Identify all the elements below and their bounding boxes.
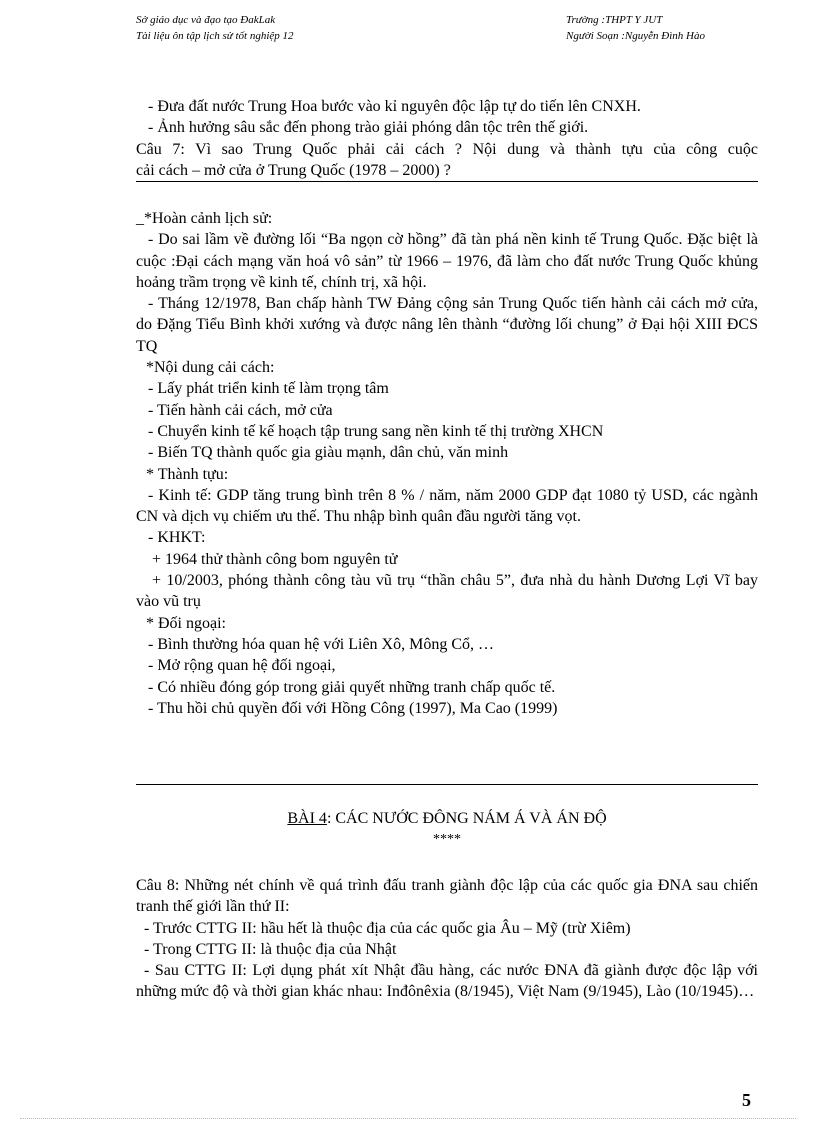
lesson-title-text: : CÁC NƯỚC ĐÔNG NÁM Á VÀ ÁN ĐỘ — [326, 810, 607, 827]
paragraph: - Kinh tế: GDP tăng trung bình trên 8 % / năm, năm 2000 GDP đạt 1080 tỷ USD, các ngành CN và dịch vụ chiếm ưu thế. Thu nhập bình quân đầu người tăng vọt. — [136, 486, 758, 526]
divider-rule — [136, 181, 758, 182]
paragraph: - Sau CTTG II: Lợi dụng phát xít Nhật đầu hàng, các nước ĐNA đã giành được độc lập với những mức độ và thời gian khác nhau: Inđônêxia (8/1945), Việt Nam (9/1945), Lào (10/1945)… — [136, 962, 758, 1001]
list-item: - Có nhiều đóng góp trong giải quyết những tranh chấp quốc tế. — [148, 678, 556, 696]
paragraph: + 10/2003, phóng thành công tàu vũ trụ “thần châu 5”, đưa nhà du hành Dương Lợi Vĩ bay vào vũ trụ — [136, 572, 758, 611]
header-right — [566, 12, 705, 44]
paragraph-heading: * Đối ngoại: — [146, 614, 226, 632]
list-item: + 1964 thử thành công bom nguyên tử — [152, 550, 398, 568]
intro-block — [136, 96, 758, 181]
paragraph: - Tháng 12/1978, Ban chấp hành TW Đảng cộng sản Trung Quốc tiến hành cải cách mở cửa, do Đặng Tiểu Bình khởi xướng và được nâng lên thành “đường lối chung” ở Đại hội XIII ĐCS TQ — [136, 295, 758, 355]
intro-line: - Ảnh hưởng sâu sắc đến phong trào giải phóng dân tộc trên thế giới. — [148, 119, 589, 137]
header-doc-title: Tài liệu ôn tập lịch sử tốt nghiệp 12 — [136, 30, 294, 42]
question-7-line-2: cải cách – mở cửa ở Trung Quốc (1978 – 2000) ? — [136, 161, 451, 179]
header-left — [136, 12, 294, 44]
list-item: - Mở rộng quan hệ đối ngoại, — [148, 657, 336, 675]
question-8-block — [136, 875, 758, 1003]
paragraph: - Do sai lầm về đường lối “Ba ngọn cờ hồng” đã tàn phá nền kinh tế Trung Quốc. Đặc biệt là cuộc :Đại cách mạng văn hoá vô sản” từ 1966 – 1976, đã làm cho đất nước Trung Quốc khủng hoảng trầm trọng về kinh tế, chính trị, xã hội. — [136, 231, 758, 291]
page-number: 5 — [742, 1090, 751, 1110]
lesson-stars: **** — [433, 832, 461, 847]
list-item: - Trong CTTG II: là thuộc địa của Nhật — [144, 940, 397, 958]
list-item: - Bình thường hóa quan hệ với Liên Xô, Mông Cổ, … — [148, 635, 495, 653]
paragraph-heading: _*Hoàn cảnh lịch sử: — [136, 210, 273, 227]
paragraph-heading: *Nội dung cải cách: — [146, 359, 275, 377]
question-7-line-1: Câu 7: Vì sao Trung Quốc phải cải cách ? Nội dung và thành tựu của công cuộc — [136, 140, 758, 158]
list-item: - Tiến hành cải cách, mở cửa — [148, 401, 333, 419]
list-item: - Thu hồi chủ quyền đối với Hồng Công (1997), Ma Cao (1999) — [148, 699, 558, 717]
header-school: Trường :THPT Y JUT — [566, 14, 663, 26]
list-item: - Chuyển kinh tế kế hoạch tập trung sang nền kinh tế thị trường XHCN — [148, 422, 604, 440]
list-item: - Trước CTTG II: hầu hết là thuộc địa của các quốc gia Âu – Mỹ (trừ Xiêm) — [144, 919, 631, 937]
paragraph-heading: * Thành tựu: — [146, 465, 229, 483]
header-school-dept: Sở giáo dục và đạo tạo ĐakLak — [136, 14, 276, 26]
lesson-title — [136, 808, 758, 829]
list-item: - Biến TQ thành quốc gia giàu mạnh, dân chủ, văn minh — [148, 444, 509, 462]
question-7-answer — [136, 208, 758, 719]
list-item: - KHKT: — [148, 529, 206, 547]
question-8-title: Câu 8: Những nét chính về quá trình đấu tranh giành độc lập của các quốc gia ĐNA sau chiến tranh thế giới lần thứ II: — [136, 877, 758, 916]
list-item: - Lấy phát triển kinh tế làm trọng tâm — [148, 380, 389, 398]
divider-rule — [136, 784, 758, 785]
header-author: Người Soạn :Nguyễn Đình Hào — [566, 30, 705, 42]
footer-divider — [20, 1118, 796, 1119]
intro-line: - Đưa đất nước Trung Hoa bước vào kỉ nguyên độc lập tự do tiến lên CNXH. — [148, 98, 641, 115]
lesson-label: BÀI 4 — [287, 810, 327, 827]
